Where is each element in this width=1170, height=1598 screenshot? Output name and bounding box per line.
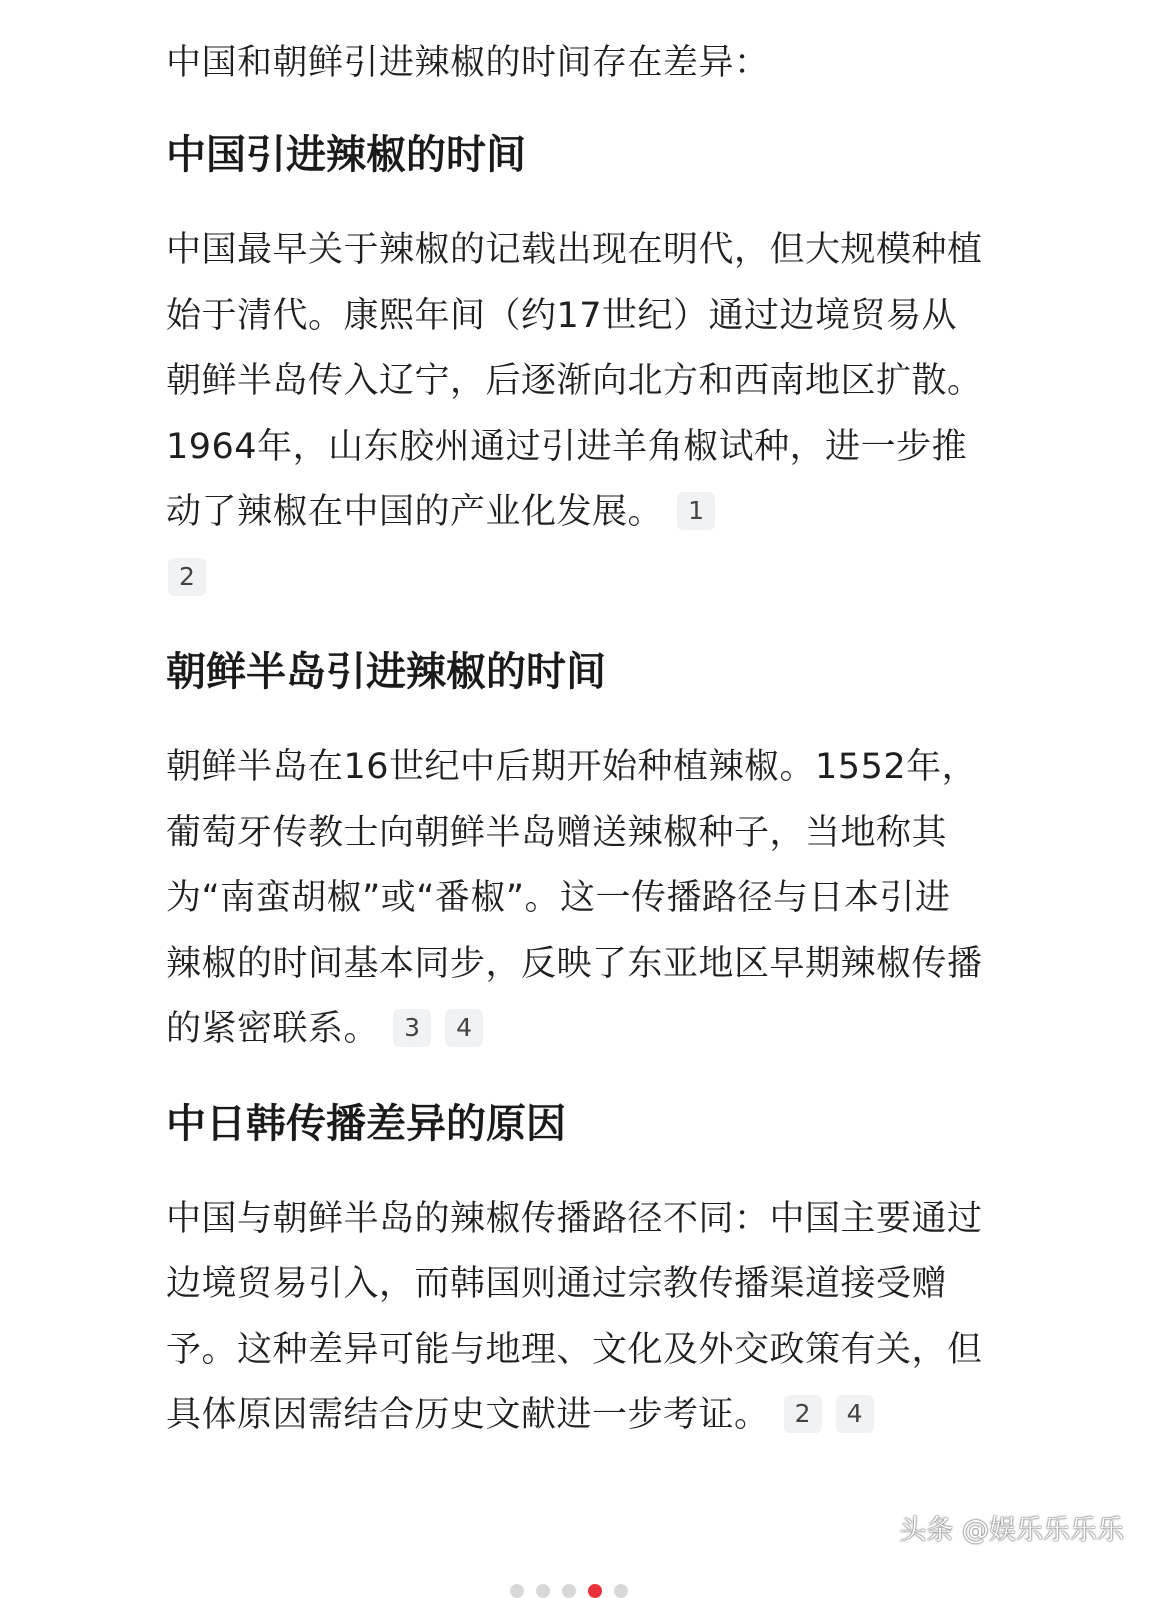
pager-dot-active[interactable] [588,1584,602,1598]
section-korea [166,639,986,1063]
intro-text: 中国和朝鲜引进辣椒的时间存在差异： [166,43,770,83]
section-china [166,122,986,611]
pager-dot[interactable] [536,1584,550,1598]
section-differences [166,1091,986,1449]
pager-dot[interactable] [510,1584,524,1598]
citation-badge[interactable]: 2 [784,1395,822,1433]
citation-badge[interactable]: 2 [168,558,206,596]
citation-badge[interactable]: 4 [836,1395,874,1433]
pager-dot[interactable] [614,1584,628,1598]
section-heading-differences: 中日韩传播差异的原因 [166,1100,566,1147]
section-text-korea [166,735,986,1063]
section-text-china [166,218,986,611]
section-text-differences [166,1187,986,1449]
paragraph-text: 朝鲜半岛在16世纪中后期开始种植辣椒。1552年，葡萄牙传教士向朝鲜半岛赠送辣椒种子，当地称其为“南蛮胡椒”或“番椒”。这一传播路径与日本引进辣椒的时间基本同步，反映了东亚地区早期辣椒传播的紧密联系。 [166,747,983,1049]
pager-dots [510,1584,628,1598]
paragraph-text: 中国最早关于辣椒的记载出现在明代，但大规模种植始于清代。康熙年间（约17世纪）通过边境贸易从朝鲜半岛传入辽宁，后逐渐向北方和西南地区扩散。1964年，山东胶州通过引进羊角椒试种，进一步推动了辣椒在中国的产业化发展。 [166,230,983,532]
pager-dot[interactable] [562,1584,576,1598]
section-heading-china: 中国引进辣椒的时间 [166,132,526,178]
citation-badge[interactable]: 1 [677,492,715,530]
citation-badge[interactable]: 4 [445,1009,483,1047]
section-heading-korea: 朝鲜半岛引进辣椒的时间 [166,649,606,695]
watermark: 头条 @娱乐乐乐乐 [899,1515,1124,1546]
article-content [166,30,986,1477]
paragraph-text: 中国与朝鲜半岛的辣椒传播路径不同：中国主要通过边境贸易引入，而韩国则通过宗教传播渠道接受赠予。这种差异可能与地理、文化及外交政策有关，但具体原因需结合历史文献进一步考证。 [166,1198,983,1435]
citation-badge[interactable]: 3 [393,1009,431,1047]
